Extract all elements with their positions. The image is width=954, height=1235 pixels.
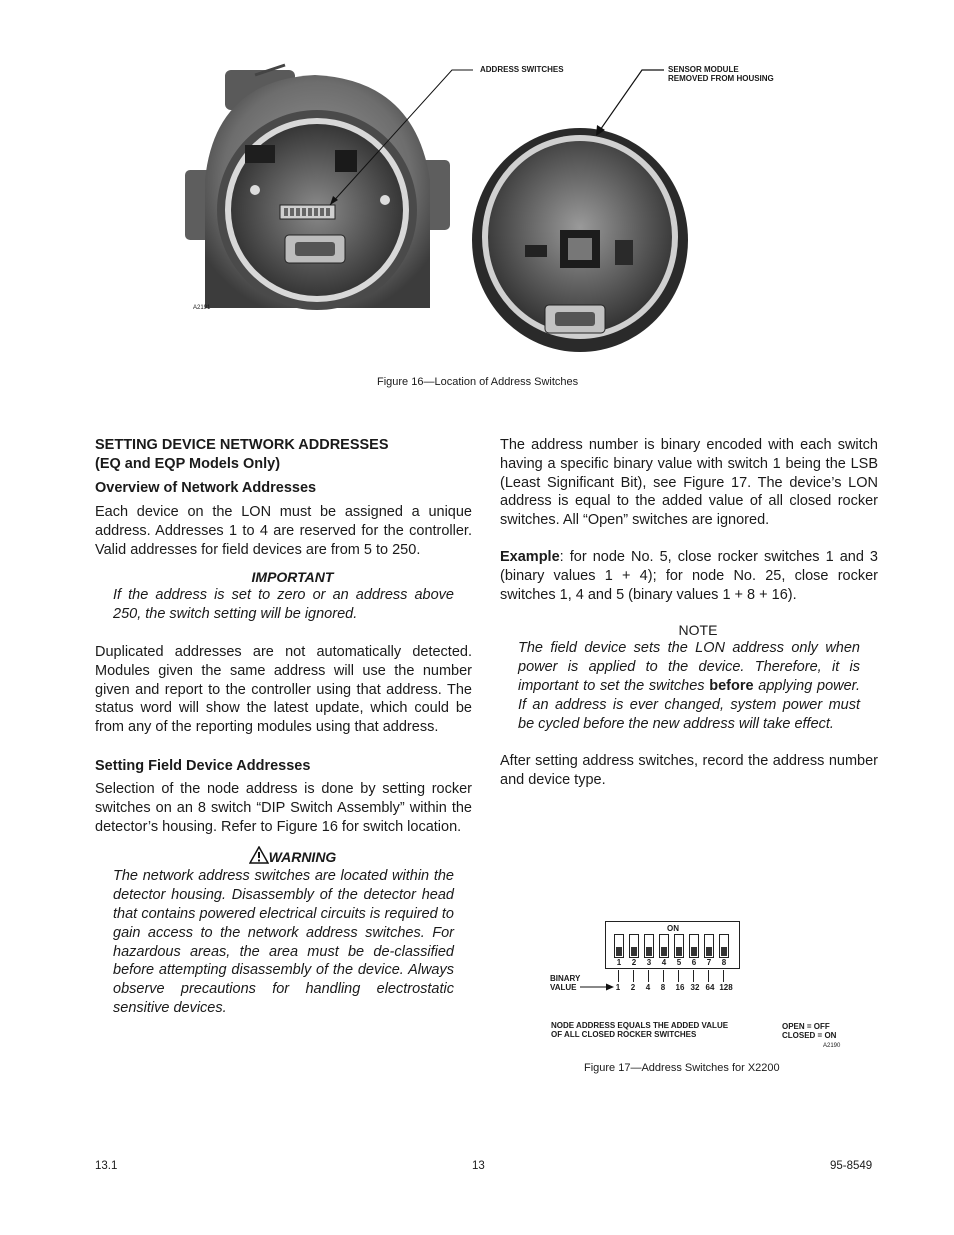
footer-right: 95-8549 [830, 1160, 873, 1172]
dip-switch [719, 934, 729, 958]
binary-paragraph: The address number is binary encoded with each switch having a specific binary value with switch 1 being the LSB (Least Significant Bit), see Figure 17. The device’s LON address is equal to the added value of all closed rocker switches. All “Open” switches are ignored. [500, 437, 878, 529]
callout-address-switches: ADDRESS SWITCHES [480, 65, 564, 74]
important-label: IMPORTANT [251, 569, 334, 586]
after-paragraph: After setting address switches, record the address number and device type. [500, 753, 878, 789]
duplicated-paragraph: Duplicated addresses are not automatically detected. Modules given the same address will use the number given and report to the controller using that address. The status word will show the latest update, which could be from any of the reporting modules using that address. [95, 643, 472, 736]
binary-value: 2 [630, 983, 636, 992]
switch-number: 8 [721, 958, 727, 967]
figure16-caption: Figure 16—Location of Address Switches [377, 376, 579, 388]
switch-number: 4 [661, 958, 667, 967]
value-tick [693, 970, 694, 982]
binary-value: 16 [675, 983, 685, 992]
example-label: Example [500, 548, 560, 565]
binary-value-label: BINARY VALUE [550, 974, 581, 992]
overview-paragraph: Each device on the LON must be assigned a unique address. Addresses 1 to 4 are reserved for the controller. Valid addresses for field devices are from 5 to 250. [95, 504, 472, 558]
switch-number: 5 [676, 958, 682, 967]
right-column [500, 436, 878, 790]
dip-switch [614, 934, 624, 958]
warning-label-row [95, 846, 472, 867]
switch-number: 3 [646, 958, 652, 967]
note-bold-before: before [709, 677, 754, 694]
dip-switch [704, 934, 714, 958]
value-tick [708, 970, 709, 982]
figure17-caption: Figure 17—Address Switches for X2200 [584, 1062, 780, 1074]
figure17-code: A2190 [823, 1043, 841, 1049]
dip-switch [629, 934, 639, 958]
dip-on-label: ON [667, 924, 679, 933]
field-device-paragraph: Selection of the node address is done by setting rocker switches on an 8 switch “DIP Switch Assembly” within the detector’s housing. Refer to Figure 16 for switch location. [95, 780, 472, 835]
warning-triangle-icon [249, 846, 269, 864]
dip-switch-assembly [605, 921, 740, 969]
binary-arrow [580, 982, 615, 992]
warning-label: WARNING [268, 849, 337, 866]
overview-heading: Overview of Network Addresses [95, 480, 317, 496]
note-text: The field device sets the LON address only when power is applied to the device. Therefore, it is important to set the switches before applying power. If an address is ever changed, system power must be cycled before the new address will take effect. [518, 640, 860, 732]
footer-left: 13.1 [95, 1160, 118, 1172]
callout-sensor-module: SENSOR MODULE REMOVED FROM HOUSING [668, 65, 774, 83]
example-paragraph: Example: for node No. 5, close rocker switches 1 and 3 (binary values 1 + 4); for node No. 25, close rocker switches 1, 4 and 5 (binary values 1 + 8 + 16). [500, 548, 878, 603]
figure16-code: A2191 [193, 305, 211, 311]
dip-switch [644, 934, 654, 958]
dip-switch [674, 934, 684, 958]
important-text: If the address is set to zero or an address above 250, the switch setting will be ignored. [113, 587, 454, 623]
section-heading: SETTING DEVICE NETWORK ADDRESSES (EQ and EQP Models Only) [95, 437, 389, 472]
switch-number: 7 [706, 958, 712, 967]
binary-value: 1 [615, 983, 621, 992]
binary-value: 8 [660, 983, 666, 992]
note-label: NOTE [678, 622, 718, 639]
switch-number: 2 [631, 958, 637, 967]
left-column [95, 436, 472, 1018]
value-tick [723, 970, 724, 982]
open-closed-legend: OPEN = OFF CLOSED = ON [782, 1022, 837, 1040]
callout-lines [0, 0, 954, 400]
value-tick [633, 970, 634, 982]
switch-number: 1 [616, 958, 622, 967]
page-number: 13 [472, 1160, 485, 1172]
binary-value: 4 [645, 983, 651, 992]
field-device-heading: Setting Field Device Addresses [95, 757, 311, 774]
value-tick [648, 970, 649, 982]
switch-number: 6 [691, 958, 697, 967]
dip-switch [689, 934, 699, 958]
binary-value: 64 [705, 983, 715, 992]
node-address-note: NODE ADDRESS EQUALS THE ADDED VALUE OF ALL CLOSED ROCKER SWITCHES [551, 1021, 729, 1039]
value-tick [618, 970, 619, 982]
binary-value: 32 [690, 983, 700, 992]
binary-value: 128 [719, 983, 733, 992]
value-tick [663, 970, 664, 982]
value-tick [678, 970, 679, 982]
dip-switch [659, 934, 669, 958]
warning-text: The network address switches are located within the detector housing. Disassembly of the detector head that contains powered electrical circuits is required to gain access to the network address switches. For hazardous areas, the area must be de-classified before attempting disassembly of the device. Always observe precautions for handling electrostatic sensitive devices. [113, 868, 454, 1016]
